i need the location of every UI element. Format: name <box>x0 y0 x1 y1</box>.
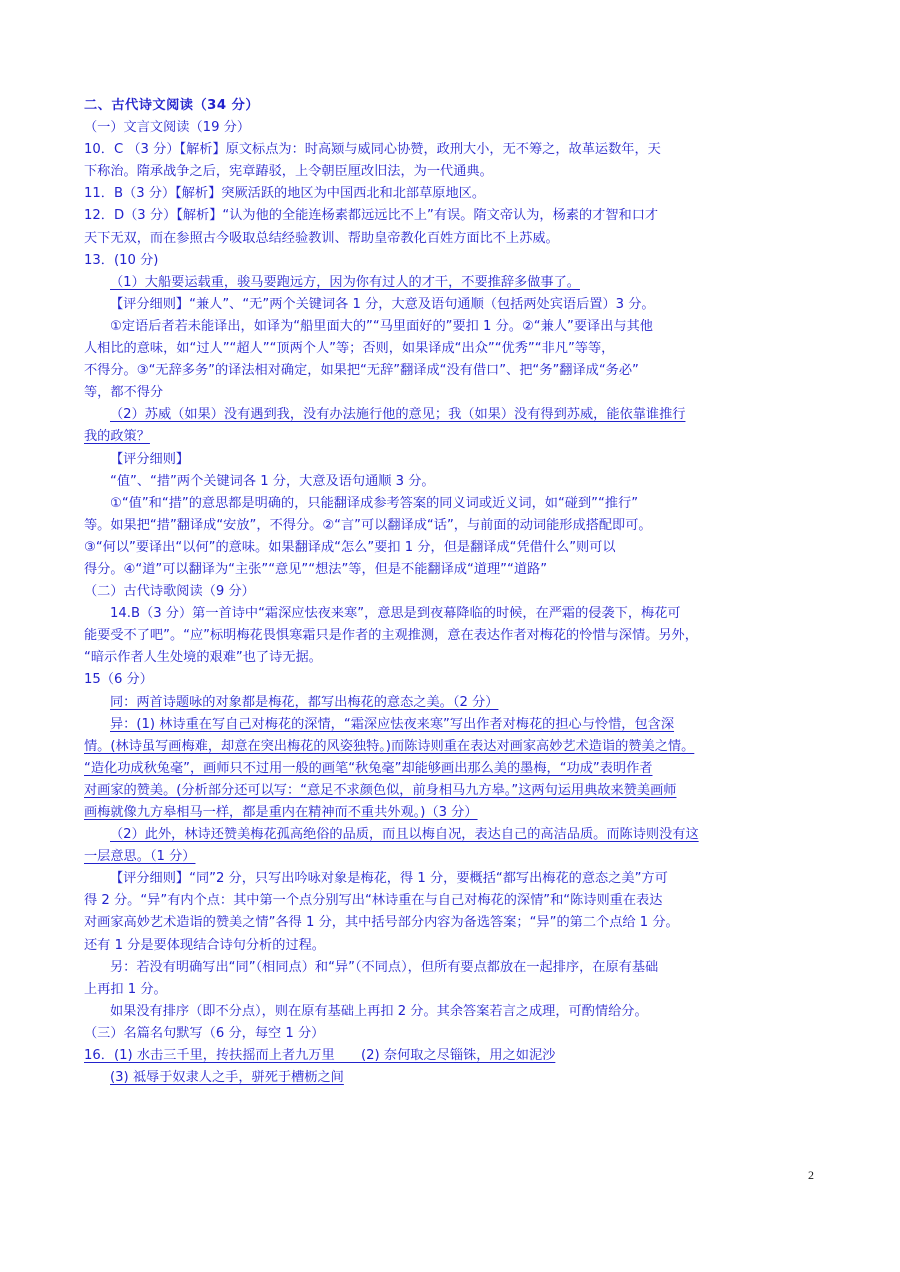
underlined-answer-text: 画梅就像九方皋相马一样，都是重内在精神而不重共外观。)（3 分） <box>84 805 478 820</box>
document-paragraph: 得分。④“道”可以翻译为“主张”“意见”“想法”等，但是不能翻译成“道理”“道路” <box>84 561 548 577</box>
underlined-answer-text: 同：两首诗题咏的对象都是梅花，都写出梅花的意态之美。（2 分） <box>110 694 499 710</box>
document-paragraph: （三）名篇名句默写（6 分，每空 1 分） <box>84 1025 325 1041</box>
document-paragraph: 10．C （3 分）【解析】原文标点为：时高颎与威同心协赞，政刑大小，无不筹之，故革运数年，天 <box>84 142 661 158</box>
underlined-answer-text: 一层意思。（1 分） <box>84 849 196 865</box>
underlined-answer-text: 异：(1) 林诗重在写自己对梅花的深情，“霜深应怯夜来寒”写出作者对梅花的担心与怜惜，包含深 <box>110 716 675 732</box>
document-paragraph: 另：若没有明确写出“同”（相同点）和“异”（不同点），但所有要点都放在一起排序，在原有基础 <box>110 959 659 975</box>
document-paragraph <box>84 847 824 868</box>
document-paragraph: 二、古代诗文阅读（34 分） <box>84 98 260 113</box>
document-paragraph <box>84 759 824 780</box>
document-paragraph: 对画家高妙艺术造诣的赞美之情”各得 1 分，其中括号部分内容为备选答案；“异”的第二个点给 1 分。 <box>84 915 679 931</box>
document-paragraph: 【评分细则】“兼人”、“无”两个关键词各 1 分，大意及语句通顺（包括两处宾语后置）3 分。 <box>110 296 655 312</box>
document-paragraph: ①定语后者若未能译出，如译为“船里面大的”“马里面好的”要扣 1 分。②“兼人”要译出与其他 <box>110 318 653 334</box>
document-paragraph: 等。如果把“措”翻译成“安放”，不得分。②“言”可以翻译成“话”，与前面的动词能形成搭配即可。 <box>84 517 652 533</box>
underlined-answer-text: 16．(1) 水击三千里，抟扶摇而上者九万里 (2) 奈何取之尽锱铢，用之如泥沙 <box>84 1048 556 1064</box>
page-number: 2 <box>808 1168 814 1182</box>
document-paragraph: “暗示作者人生处境的艰难”也了诗无据。 <box>84 650 322 666</box>
document-paragraph <box>84 405 824 426</box>
document-paragraph: 还有 1 分是要体现结合诗句分析的过程。 <box>84 937 325 953</box>
underlined-answer-text: “造化功成秋兔毫”，画师只不过用一般的画笔“秋兔毫”却能够画出那么美的墨梅，“功成”表明作者 <box>84 760 653 776</box>
document-paragraph: 下称治。隋承战争之后，宪章踳驳，上令朝臣厘改旧法，为一代通典。 <box>84 164 493 180</box>
document-paragraph: 上再扣 1 分。 <box>84 981 167 997</box>
document-paragraph: 如果没有排序（即不分点），则在原有基础上再扣 2 分。其余答案若言之成理，可酌情给分。 <box>110 1003 648 1019</box>
document-paragraph: 12．D（3 分）【解析】“认为他的全能连杨素都远远比不上”有误。隋文帝认为，杨素的才智和口才 <box>84 208 659 224</box>
document-paragraph: 不得分。③“无辞多务”的译法相对确定，如果把“无辞”翻译成“没有借口”、把“务”翻译成“务必” <box>84 363 639 379</box>
underlined-answer-text: 情。(林诗虽写画梅难，却意在突出梅花的风姿独特。)而陈诗则重在表达对画家高妙艺术造诣的赞美之情。 <box>84 738 695 754</box>
underlined-answer-text: 对画家的赞美。(分析部分还可以写：“意足不求颜色似，前身相马九方皋。”这两句运用典故来赞美画师 <box>84 782 677 798</box>
document-paragraph: 天下无双，而在参照古今吸取总结经验教训、帮助皇帝教化百姓方面比不上苏威。 <box>84 230 559 246</box>
document-paragraph: （一）文言文阅读（19 分） <box>84 120 251 136</box>
underlined-answer-text: 我的政策？ <box>84 429 150 445</box>
document-paragraph <box>84 781 824 802</box>
underlined-answer-text: (3) 祗辱于奴隶人之手，骈死于槽枥之间 <box>110 1070 344 1086</box>
document-paragraph: 等，都不得分 <box>84 385 164 401</box>
document-paragraph: 11．B（3 分）【解析】突厥活跃的地区为中国西北和北部草原地区。 <box>84 186 486 202</box>
document-paragraph <box>84 693 824 714</box>
document-paragraph: （二）古代诗歌阅读（9 分） <box>84 584 255 600</box>
document-paragraph <box>84 737 824 758</box>
document-paragraph: 得 2 分。“异”有内个点：其中第一个点分别写出“林诗重在与自己对梅花的深情”和“陈诗则重在表达 <box>84 893 663 909</box>
underlined-answer-text: （1）大船要运载重，骏马要跑远方，因为你有过人的才干，不要推辞多做事了。 <box>110 274 580 290</box>
document-paragraph: 14.B（3 分）第一首诗中“霜深应怯夜来寒”，意思是到夜幕降临的时候，在严霜的侵袭下，梅花可 <box>110 606 681 622</box>
document-paragraph: 13．(10 分) <box>84 252 159 268</box>
underlined-answer-text: （2）此外，林诗还赞美梅花孤高绝俗的品质，而且以梅自况，表达自己的高洁品质。而陈诗则没有这 <box>110 827 699 843</box>
document-paragraph <box>84 1046 824 1067</box>
document-paragraph: 人相比的意味，如“过人”“超人”“顶两个人”等；否则，如果译成“出众”“优秀”“非凡”等等， <box>84 341 615 357</box>
underlined-answer-text: （2）苏威（如果）没有遇到我，没有办法施行他的意见；我（如果）没有得到苏威，能依靠谁推行 <box>110 407 686 423</box>
document-paragraph <box>84 715 824 736</box>
document-paragraph: “值”、“措”两个关键词各 1 分，大意及语句通顺 3 分。 <box>110 473 435 489</box>
document-paragraph: ③“何以”要译出“以何”的意味。如果翻译成“怎么”要扣 1 分，但是翻译成“凭借什么”则可以 <box>84 539 616 555</box>
document-paragraph <box>84 803 824 824</box>
document-paragraph: 【评分细则】“同”2 分，只写出吟咏对象是梅花，得 1 分，要概括“都写出梅花的意态之美”方可 <box>110 871 668 887</box>
document-paragraph <box>84 1068 824 1089</box>
document-paragraph <box>84 427 824 448</box>
document-paragraph: 【评分细则】 <box>110 451 190 467</box>
document-paragraph <box>84 273 824 294</box>
document-paragraph: 能要受不了吧”。“应”标明梅花畏惧寒霜只是作者的主观推测，意在表达作者对梅花的怜惜与深情。另外， <box>84 628 698 644</box>
document-paragraph: ①“值”和“措”的意思都是明确的，只能翻译成参考答案的同义词或近义词，如“碰到”“推行” <box>110 495 639 511</box>
document-paragraph: 15（6 分） <box>84 672 153 688</box>
document-paragraph <box>84 825 824 846</box>
document-text-body <box>84 96 824 1090</box>
